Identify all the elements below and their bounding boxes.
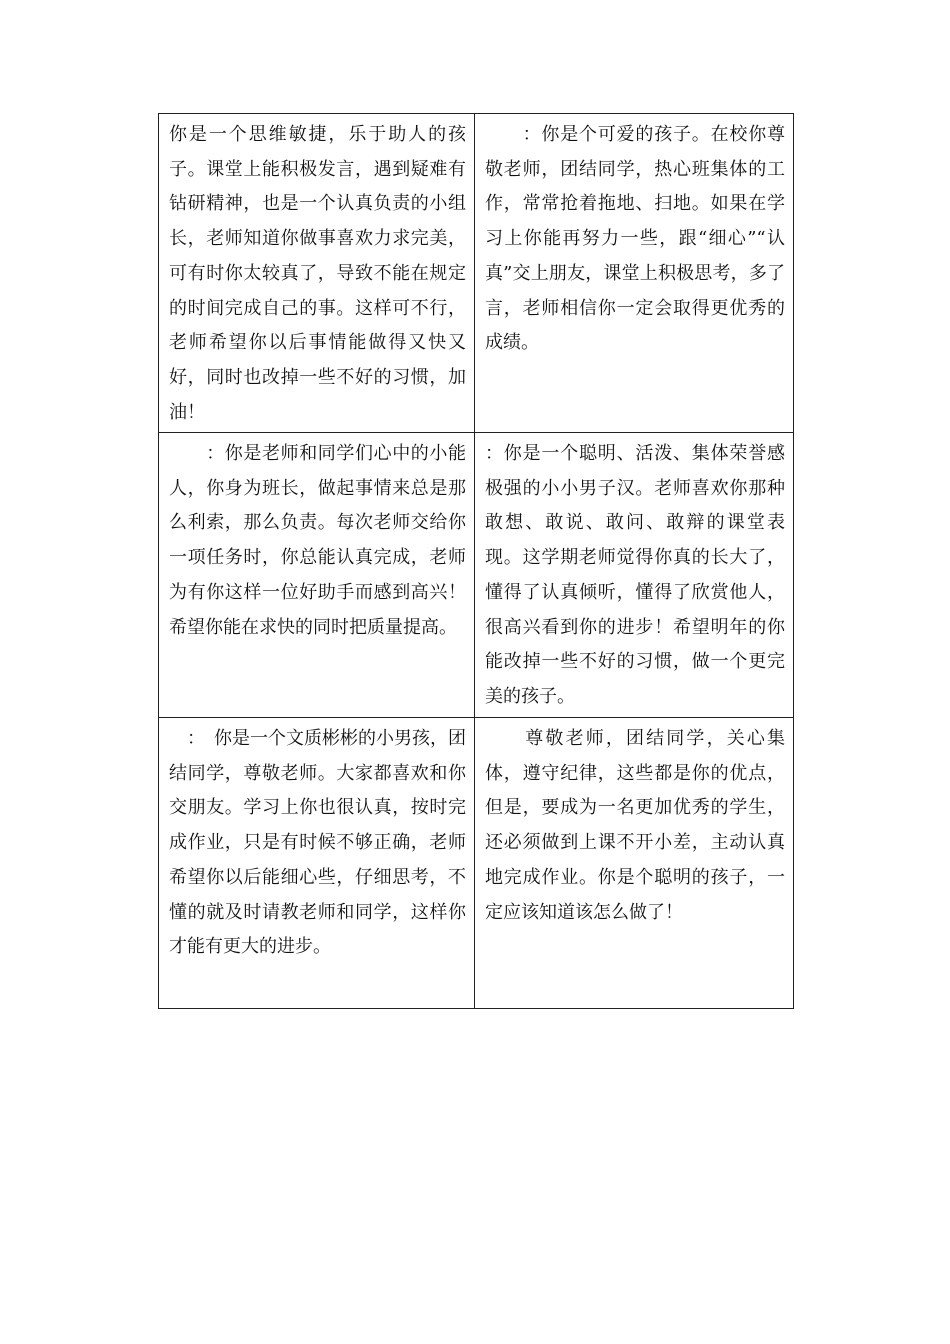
comment-cell [475,433,794,718]
table-row [159,433,794,718]
comment-cell [159,433,475,718]
table-row [159,718,794,1009]
comment-cell [475,718,794,1009]
comment-text: 尊敬老师，团结同学，关心集体，遵守纪律，这些都是你的优点，但是，要成为一名更加优秀的学生，还必须做到上课不开小差，主动认真地完成作业。你是个聪明的孩子，一定应该知道该怎么做了！ [485,728,785,923]
comment-cell [159,114,475,433]
comment-text: ：你是老师和同学们心中的小能人，你身为班长，做起事情来总是那么利索，那么负责。每次老师交给你一项任务时，你总能认真完成，老师为有你这样一位好助手而感到高兴！希望你能在求快的同时把质量提高。 [169,443,466,638]
comment-text: ：你是个可爱的孩子。在校你尊敬老师，团结同学，热心班集体的工作，常常抢着拖地、扫地。如果在学习上你能再努力一些，跟“细心”“认真”交上朋友，课堂上积极思考，多了言，老师相信你一定会取得更优秀的成绩。 [485,124,785,354]
comment-text: ：你是一个聪明、活泼、集体荣誉感极强的小小男子汉。老师喜欢你那种敢想、敢说、敢问、敢辩的课堂表现。这学期老师觉得你真的长大了，懂得了认真倾听，懂得了欣赏他人，很高兴看到你的进步！希望明年的你能改掉一些不好的习惯，做一个更完美的孩子。 [485,443,785,707]
comment-cell [475,114,794,433]
table-row [159,114,794,433]
comment-text: 你是一个思维敏捷，乐于助人的孩子。课堂上能积极发言，遇到疑难有钻研精神，也是一个认真负责的小组长，老师知道你做事喜欢力求完美，可有时你太较真了，导致不能在规定的时间完成自己的事。这样可不行，老师希望你以后事情能做得又快又好，同时也改掉一些不好的习惯，加油！ [169,124,466,423]
comments-table [158,113,794,1009]
comment-cell [159,718,475,1009]
comment-text: ： 你是一个文质彬彬的小男孩，团结同学，尊敬老师。大家都喜欢和你交朋友。学习上你也很认真，按时完成作业，只是有时候不够正确，老师希望你以后能细心些，仔细思考，不懂的就及时请教老师和同学，这样你才能有更大的进步。 [169,728,466,958]
